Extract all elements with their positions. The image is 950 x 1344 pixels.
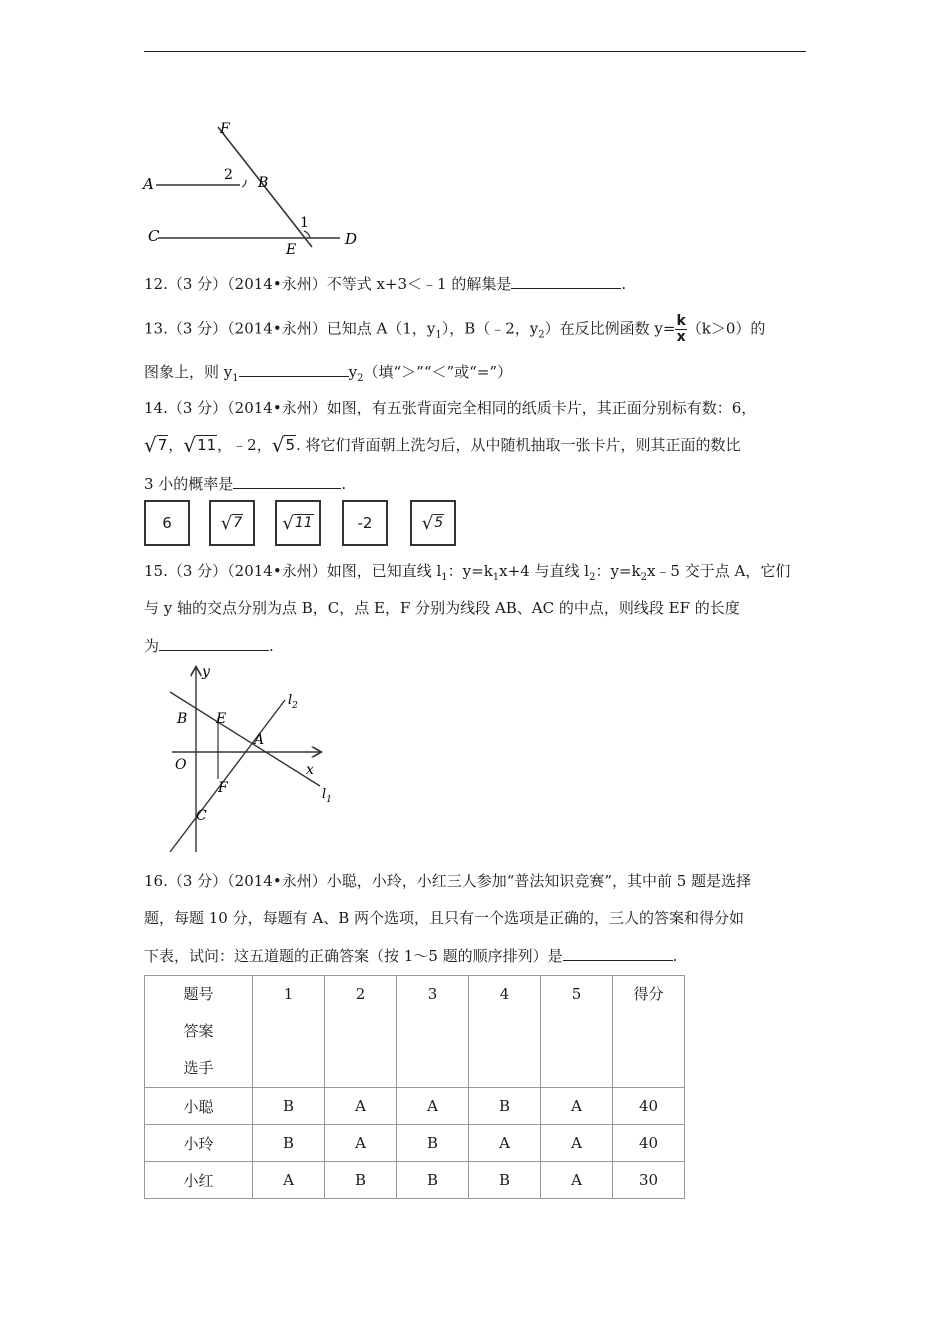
header-col-score: 得分 — [613, 976, 685, 1088]
q12-text: 不等式 x+3＜﹣1 的解集是 — [326, 275, 512, 293]
q16-source: （3 分）（2014•永州） — [167, 872, 327, 890]
q13-number: 13. — [144, 319, 168, 338]
label-d: D — [345, 230, 358, 248]
label-o: O — [175, 757, 187, 773]
label-2: 2 — [224, 167, 233, 183]
label-1: 1 — [300, 215, 309, 231]
question-13-line1: 13.（3 分）（2014•永州）已知点 A（1，$y_1$），B（﹣2，$y_2$）在反比例函数 y= $\frac{k}{x}$ （k＞0）的 — [144, 313, 766, 345]
card-neg2: -2 — [342, 500, 388, 546]
q13-source: （3 分）（2014•永州） — [167, 319, 327, 338]
header-col-5: 5 — [541, 976, 613, 1088]
header-col-2: 2 — [325, 976, 397, 1088]
parallel-lines-figure — [140, 115, 370, 265]
question-15-line1: 15.（3 分）（2014•永州）如图，已知直线 $l_1$：$y=k_1x+4$ 与直线 $l_2$：$y=k_2x﹣5$ 交于点 A，它们 — [144, 562, 791, 583]
header-corner-cell: 题号 答案 选手 — [145, 976, 253, 1088]
label-f: F — [220, 121, 230, 137]
label-b: B — [258, 175, 269, 191]
sqrt-5: √5 — [271, 433, 295, 457]
question-15-line3: 为 . — [144, 637, 274, 655]
table-header-row — [145, 976, 685, 1088]
q12-number: 12. — [144, 275, 168, 293]
k-over-x-fraction: $\frac{k}{x}$ — [676, 313, 686, 345]
label-c: C — [148, 227, 160, 245]
q15-number: 15. — [144, 562, 168, 580]
q14-answer-blank[interactable] — [233, 474, 341, 489]
card-6: 6 — [144, 500, 190, 546]
question-16-line1: 16.（3 分）（2014•永州）小聪，小玲，小红三人参加“普法知识竞赛”，其中前 5 题是选择 — [144, 872, 752, 890]
q14-number: 14. — [144, 399, 168, 417]
label-a: A — [254, 732, 265, 748]
q16-answer-blank[interactable] — [563, 946, 673, 961]
card-sqrt7: √7 — [209, 500, 255, 546]
question-16-line2: 题，每题 10 分，每题有 A、B 两个选项，且只有一个选项是正确的，三人的答案和得分如 — [144, 909, 745, 927]
sqrt-11: √11 — [183, 433, 217, 457]
header-rule — [144, 51, 806, 52]
question-14-line3: 3 小的概率是 . — [144, 475, 347, 493]
card-sqrt5: √5 — [410, 500, 456, 546]
q15-source: （3 分）（2014•永州） — [167, 562, 327, 580]
q15-answer-blank[interactable] — [159, 636, 269, 651]
label-y: y — [202, 664, 210, 680]
question-14-line2: √7，√11，﹣2，√5. 将它们背面朝上洗匀后，从中随机抽取一张卡片，则其正面的数比 — [144, 433, 741, 457]
label-e: E — [216, 711, 227, 727]
label-l2: $l_2$ — [288, 693, 298, 711]
q13-answer-blank[interactable] — [239, 362, 349, 377]
header-col-4: 4 — [469, 976, 541, 1088]
header-col-1: 1 — [253, 976, 325, 1088]
label-c: C — [196, 808, 207, 824]
table-row: 小聪 B A A B A 40 — [145, 1088, 685, 1125]
sqrt-7: √7 — [144, 433, 168, 457]
header-col-3: 3 — [397, 976, 469, 1088]
coordinate-figure — [160, 662, 340, 857]
question-15-line2: 与 y 轴的交点分别为点 B，C，点 E，F 分别为线段 AB、AC 的中点，则线段 EF 的长度 — [144, 599, 740, 617]
player-name: 小玲 — [145, 1125, 253, 1162]
label-x: x — [306, 762, 314, 778]
player-name: 小聪 — [145, 1088, 253, 1125]
question-13-line2: 图象上，则 $y_1$ $y_2$（填“＞”“＜”或“=”） — [144, 363, 513, 384]
label-b: B — [177, 711, 188, 727]
q14-source: （3 分）（2014•永州） — [167, 399, 327, 417]
label-l1: $l_1$ — [322, 787, 332, 805]
table-row: 小玲 B A B A A 40 — [145, 1125, 685, 1162]
player-name: 小红 — [145, 1162, 253, 1199]
label-a: A — [143, 175, 154, 193]
q12-source: （3 分）（2014•永州） — [167, 275, 327, 293]
question-16-line3: 下表，试问：这五道题的正确答案（按 1～5 题的顺序排列）是 . — [144, 947, 678, 965]
answers-table — [144, 975, 685, 1199]
label-e: E — [286, 242, 297, 258]
label-f: F — [218, 780, 228, 796]
question-14-line1: 14.（3 分）（2014•永州）如图，有五张背面完全相同的纸质卡片，其正面分别标有数：6， — [144, 399, 757, 417]
q12-answer-blank[interactable] — [511, 274, 621, 289]
angle-2-arc — [242, 180, 246, 187]
table-row: 小红 A B B B A 30 — [145, 1162, 685, 1199]
question-12: 12.（3 分）（2014•永州）不等式 x+3＜﹣1 的解集是 . — [144, 275, 627, 293]
q16-number: 16. — [144, 872, 168, 890]
card-sqrt11: √11 — [275, 500, 321, 546]
